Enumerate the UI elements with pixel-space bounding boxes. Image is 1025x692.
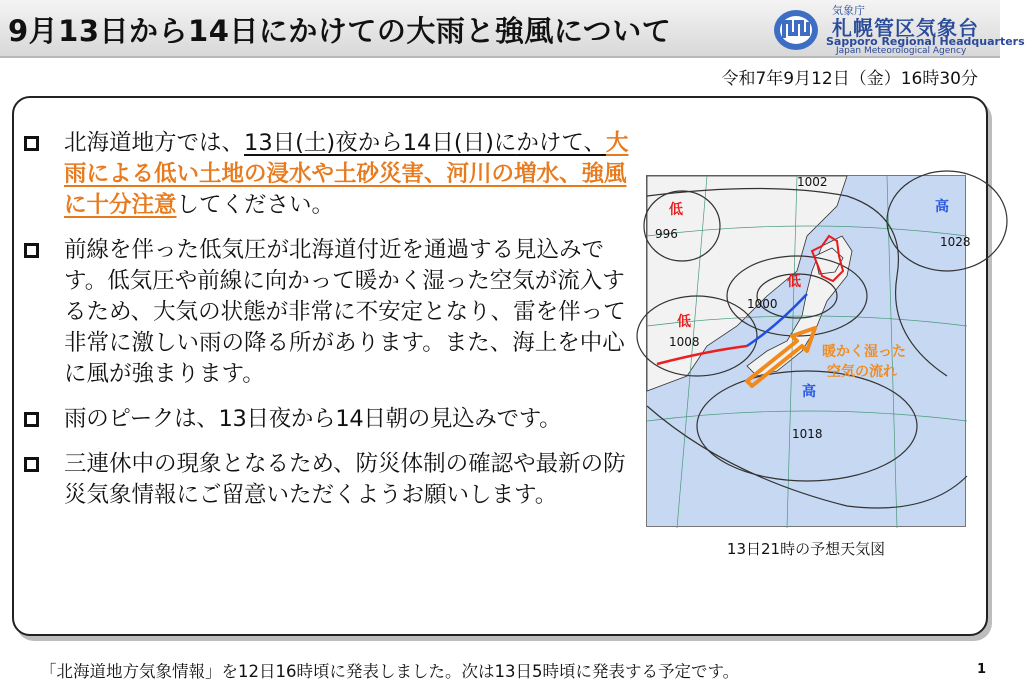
warm-flow-label: 空気の流れ xyxy=(827,364,897,380)
page-number: 1 xyxy=(976,662,986,677)
isobar-label: 1028 xyxy=(940,235,971,249)
bullet-item xyxy=(22,449,642,511)
bullet-square-icon xyxy=(24,243,39,258)
page-title: 9月13日から14日にかけての大雨と強風について xyxy=(8,14,672,48)
agency-subname-en: Japan Meteorological Agency xyxy=(836,46,967,56)
footer-note: 「北海道地方気象情報」を12日16時頃に発表しました。次は13日5時頃に発表する予定です。 xyxy=(40,662,740,681)
agency-logo xyxy=(772,2,1025,56)
high-pressure-label: 高 xyxy=(935,199,949,215)
isobar-label: 1000 xyxy=(747,297,778,311)
agency-small-label: 気象庁 xyxy=(832,4,865,17)
bullet-square-icon xyxy=(24,136,39,151)
bullet-square-icon xyxy=(24,457,39,472)
jma-emblem-icon xyxy=(772,8,820,52)
bullet-period-text-cont: かけて、 xyxy=(516,130,606,156)
weather-map xyxy=(646,175,971,527)
bullet-text: 雨のピークは、13日夜から14日朝の見込みです。 xyxy=(64,406,562,432)
agency-name: 札幌管区気象台 xyxy=(832,16,979,40)
low-pressure-label: 低 xyxy=(677,314,691,330)
bullet-text: 前線を伴った低気圧が北海道付近を通過する見込みです。低気圧や前線に向かって暖かく湿った空気が流入するため、大気の状態が非常に不安定となり、雷を伴って非常に激しい雨の降る所があります。また、海上を中心に風が強まります。 xyxy=(64,237,626,387)
isobar-label: 996 xyxy=(655,227,678,241)
map-caption: 13日21時の予想天気図 xyxy=(726,540,886,558)
bullet-item xyxy=(22,128,642,221)
high-pressure-label: 高 xyxy=(802,384,816,400)
warm-flow-label: 暖かく湿った xyxy=(822,344,906,360)
bullet-text: 三連休中の現象となるため、防災体制の確認や最新の防災気象情報にご留意いただくようお願いします。 xyxy=(64,451,626,508)
low-pressure-label: 低 xyxy=(669,202,683,218)
low-pressure-label: 低 xyxy=(787,274,801,290)
bullet-text-end: してください。 xyxy=(176,192,335,218)
bullet-period-text: 13日(土)夜から14日(日)に xyxy=(244,130,517,156)
bullet-text: 北海道地方では、 xyxy=(64,130,245,156)
issue-date: 令和7年9月12日（金）16時30分 xyxy=(721,69,978,89)
isobar-label: 1002 xyxy=(797,175,828,189)
bullet-item xyxy=(22,235,642,390)
warning-text: 大雨による低い土地の浸水や土砂災害、河川の増水、強風に十分注意 xyxy=(64,130,629,218)
isobar-label: 1008 xyxy=(669,335,700,349)
agency-name-en: Sapporo Regional Headquarters xyxy=(826,35,1025,48)
bullet-item xyxy=(22,404,642,435)
bullet-list xyxy=(22,128,642,525)
title-bar xyxy=(0,0,1025,58)
bullet-square-icon xyxy=(24,412,39,427)
isobar-label: 1018 xyxy=(792,427,823,441)
weather-map-svg xyxy=(647,175,971,528)
